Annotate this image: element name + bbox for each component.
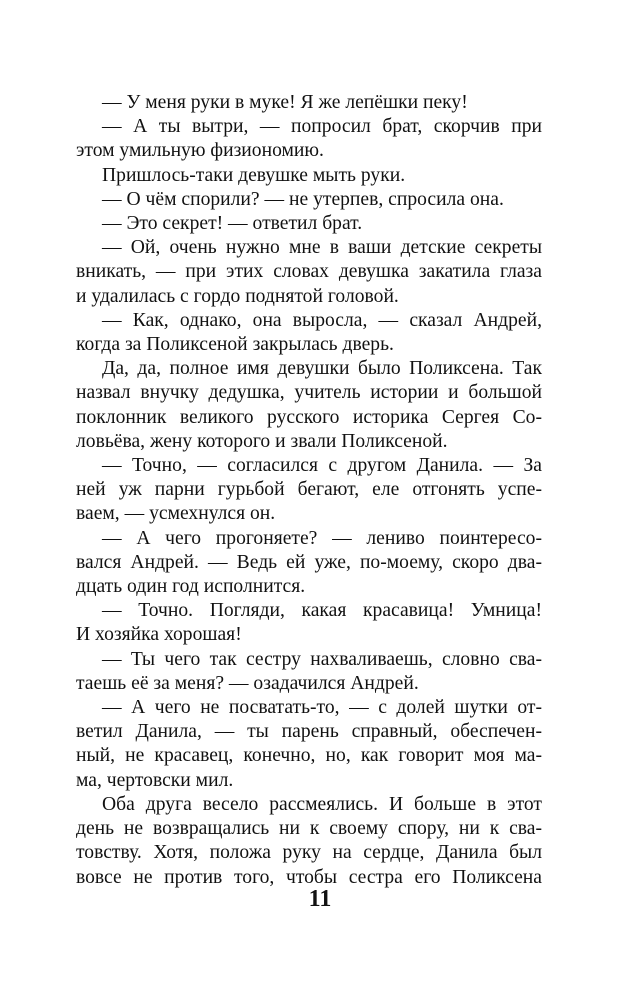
text-line: товству. Хотя, положа руку на сердце, Данила был <box>76 842 542 864</box>
text-line: — Ой, очень нужно мне в ваши детские секреты <box>102 237 542 259</box>
paragraph <box>76 188 542 212</box>
text-line: ловьёва, жену которого и звали Поликсеной. <box>76 430 448 452</box>
text-line: этом умильную физиономию. <box>76 140 324 162</box>
text-line: — А ты вытри, — попросил брат, скорчив при <box>102 116 542 138</box>
paragraph <box>76 696 542 793</box>
text-line: вникать, — при этих словах девушка закатила глаза <box>76 261 542 283</box>
paragraph <box>76 236 542 309</box>
text-line: — У меня руки в муке! Я же лепёшки пеку! <box>102 92 468 113</box>
text-line: — Как, однако, она выросла, — сказал Андрей, <box>102 309 542 331</box>
paragraph <box>76 648 542 696</box>
text-line: и удалилась с гордо поднятой головой. <box>76 285 399 307</box>
paragraph <box>76 599 542 647</box>
text-line: ный, не красавец, конечно, но, как говорит моя ма- <box>76 745 542 767</box>
paragraph <box>76 164 542 188</box>
paragraph <box>76 527 542 600</box>
page-number: 11 <box>308 886 332 912</box>
text-line: поклонник великого русского историка Сергея Со- <box>76 406 542 428</box>
text-line: вался Андрей. — Ведь ей уже, по-моему, скоро два- <box>76 551 542 573</box>
text-line: — Точно, — согласился с другом Данила. — За <box>102 455 542 477</box>
text-line: — Точно. Погляди, какая красавица! Умница! <box>102 600 542 622</box>
paragraph <box>76 91 542 115</box>
text-line: — А чего прогоняете? — лениво поинтересо- <box>102 527 542 549</box>
text-line: ней уж парни гурьбой бегают, еле отгонять успе- <box>76 479 542 501</box>
text-line: — Это секрет! — ответил брат. <box>102 213 363 235</box>
paragraph <box>76 309 542 357</box>
text-line: когда за Поликсеной закрылась дверь. <box>76 334 394 356</box>
text-line: — О чём спорили? — не утерпев, спросила она. <box>102 188 504 210</box>
page-body-text <box>76 91 542 890</box>
paragraph <box>76 454 542 527</box>
text-line: — А чего не посватать-то, — с долей шутки от- <box>102 697 542 719</box>
text-line: таешь её за меня? — озадачился Андрей. <box>76 672 419 694</box>
text-line: Пришлось-таки девушке мыть руки. <box>102 164 406 186</box>
paragraph <box>76 115 542 163</box>
paragraph <box>76 793 542 890</box>
text-line: ветил Данила, — ты парень справный, обеспечен- <box>76 721 542 743</box>
text-line: ма, чертовски мил. <box>76 769 234 791</box>
text-line: Да, да, полное имя девушки было Поликсена. Так <box>102 358 542 380</box>
text-line: дцать один год исполнится. <box>76 576 306 598</box>
paragraph <box>76 357 542 454</box>
text-line: И хозяйка хорошая! <box>76 624 242 646</box>
text-line: Оба друга весело рассмеялись. И больше в этот <box>102 793 542 815</box>
paragraph <box>76 212 542 236</box>
text-line: — Ты чего так сестру нахваливаешь, словно сва- <box>102 648 542 670</box>
text-line: день не возвращались ни к своему спору, ни к сва- <box>76 818 542 840</box>
text-line: ваем, — усмехнулся он. <box>76 503 276 525</box>
text-line: назвал внучку дедушка, учитель истории и большой <box>76 382 542 404</box>
text-line: вовсе не против того, чтобы сестра его Поликсена <box>76 866 542 888</box>
